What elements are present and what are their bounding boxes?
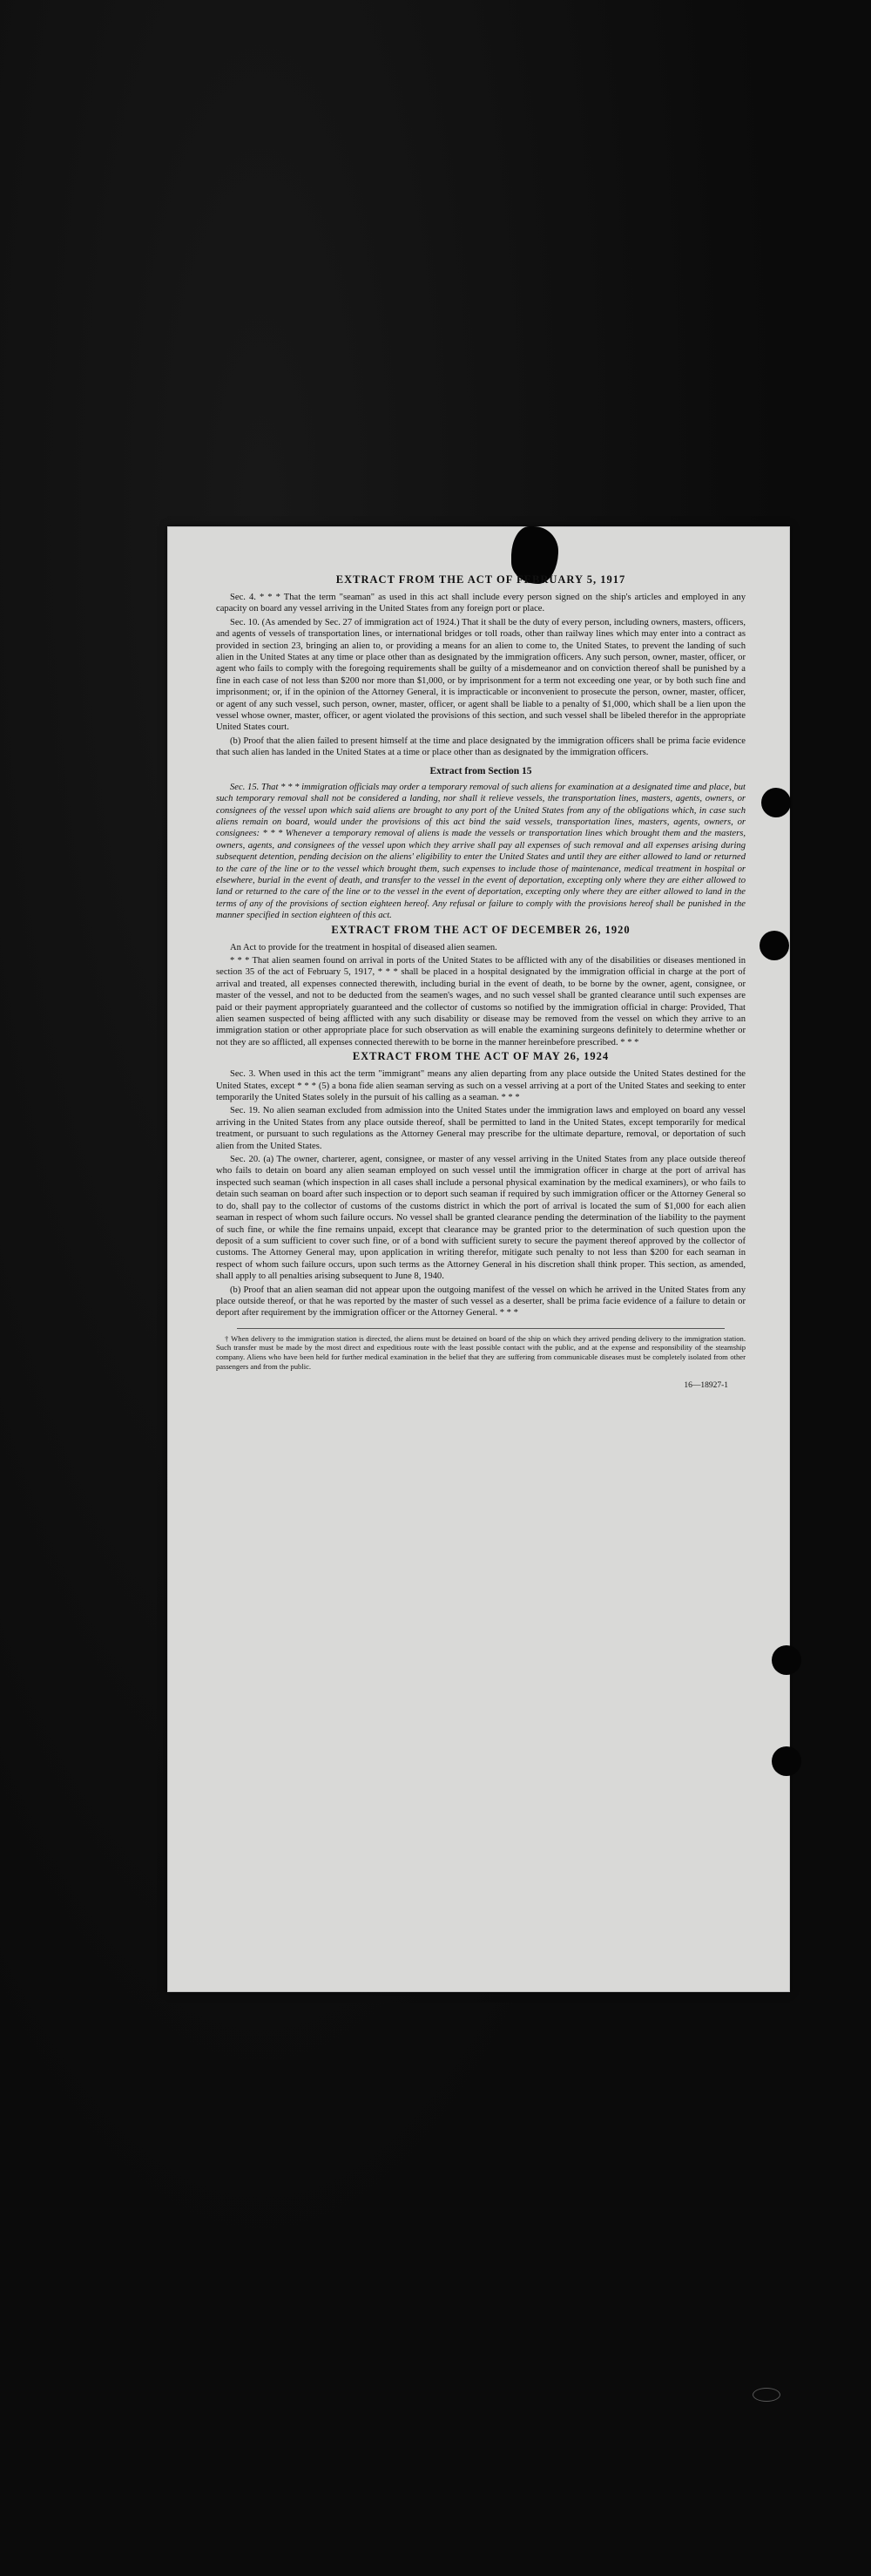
para-1917-sec10: Sec. 10. (As amended by Sec. 27 of immigration act of 1924.) That it shall be the duty of every person, including owners, masters, officers, and agents of vessels of transportation lines, or international bridges or toll roads, other than railway lines which may enter into a contract as provided in section 23, bringing an alien to, or providing a means for an alien to come to, the United States, to prevent the landing of such alien in the United States at any time or place other than as designated by the immigration officers. Any such person, owner, master, officer, or agent who fails to comply with the foregoing requirements shall be guilty of a misdemeanor and on conviction thereof shall be punished by a fine in each case of not less than $200 nor more than $1,000, or by imprisonment for a term not exceeding one year, or by both such fine and imprisonment; or, if in the opinion of the Attorney General, it is impracticable or inconvenient to prosecute the person, owner, master, officer, or agent of any such vessel, such person, owner, master, officer, or agent shall be liable to a penalty of $1,000, which shall be a lien upon the vessel whose owner, master, officer, or agent violated the provisions of this section, and such vessel shall be libeled therefor in the appropriate United States court.	[216, 617, 746, 733]
heading-1917: EXTRACT FROM THE ACT OF FEBRUARY 5, 1917	[335, 573, 626, 586]
punch-hole-2	[760, 931, 789, 960]
para-1917-sec15: Sec. 15. That * * * immigration officials may order a temporary removal of such aliens for examination at a designated time and place, but such temporary removal shall not be considered a landing, nor shall it relieve vessels, the transportation lines, masters, agents, owners, or consignees of the vessel upon which said aliens are brought to any port of the United States from any of the obligations which, in case such aliens remain on board, would under the provisions of this act bind the said vessels, transportation lines, masters, agents, owners, or consignees: * * * Whenever a temporary removal of aliens is made the vessels or transportation lines which brought them and the masters, owners, agents, and consignees of the vessel upon which they arrive shall pay all expenses of such removal and all expenses arising during subsequent detention, pending decision on the aliens' eligibility to enter the United States and until they are either allowed to land or returned to the care of the line or to the vessel which brought them, such expenses to include those of maintenance, medical treatment in hospital or elsewhere, burial in the event of death, and transfer to the vessel in the event of deportation, excepting only where they are either allowed to land or returned to the care of the line or to the vessel in the event of deportation, excepting only where they are either allowed to land in the terms of any of the provisions of section eighteen hereof. Any refusal or failure to comply with the provisions hereof shall be punished in the manner specified in section eighteen of this act.	[216, 782, 746, 921]
punch-hole-4	[772, 1746, 801, 1776]
heading-1920: EXTRACT FROM THE ACT OF DECEMBER 26, 1920	[331, 923, 631, 936]
document-page	[167, 526, 790, 1992]
footnote: † When delivery to the immigration station is directed, the aliens must be detained on board of the ship on which they arrived pending delivery to the immigration station. Such transfer must be made by the most direct and expeditious route with the least possible contact with the public, and at the expense and responsibility of the steamship company. Aliens who have been held for further medical examination in the belief that they are suffering from communicable diseases must be completely isolated from other passengers and from the public.	[216, 1333, 746, 1371]
para-1917-sec10b: (b) Proof that the alien failed to present himself at the time and place designated by the immigration officers shall be prima facie evidence that such alien has landed in the United States at a time or place other than as designated by the immigration officers.	[216, 736, 746, 758]
para-1917-sec4: Sec. 4. * * * That the term "seaman" as used in this act shall include every person signed on the ship's articles and employed in any capacity on board any vessel arriving in the United States from any foreign port or place.	[216, 593, 746, 614]
scan-artifact-mark	[753, 2388, 780, 2402]
subheading-section-15: Extract from Section 15	[429, 765, 532, 776]
para-1920-title: An Act to provide for the treatment in hospital of diseased alien seamen.	[230, 942, 497, 952]
page-content	[216, 573, 746, 1390]
para-1924-sec20a: Sec. 20. (a) The owner, charterer, agent, consignee, or master of any vessel arriving in the United States from any place outside thereof who fails to detain on board any alien seaman employed on such vessel until the immigration officer in charge at the port of arrival has inspected such seaman (which inspection in all cases shall include a personal physical examination by the medical examiners), or who fails to detain such seaman on board after such inspection or to deport such seaman if required by such immigration officer or the Attorney General so to do, shall pay to the collector of customs of the customs district in which the port of arrival is located the sum of $1,000 for each alien seaman in respect of whom such failure occurs. No vessel shall be granted clearance pending the determination of the liability to the payment of such fine, or while the fine remains unpaid, except that clearance may be granted prior to the determination of such question upon the deposit of a sum sufficient to cover such fine, or of a bond with sufficient surety to secure the payment thereof approved by the collector of customs. The Attorney General may, upon application in writing therefor, mitigate such penalty to not less than $200 for each seaman in respect of whom such failure occurs, upon such terms as the Attorney General in his discretion shall think proper. This section, as amended, shall apply to all penalties arising subsequent to June 8, 1940.	[216, 1155, 746, 1282]
para-1924-sec20b: (b) Proof that an alien seaman did not appear upon the outgoing manifest of the vessel on which he arrived in the United States from any place outside thereof, or that he was reported by the master of such vessel as a deserter, shall be prima facie evidence of a failure to detain or deport after requirement by the immigration officer or the Attorney General. * * *	[216, 1285, 746, 1319]
heading-1924: EXTRACT FROM THE ACT OF MAY 26, 1924	[352, 1050, 610, 1063]
footnote-divider	[237, 1328, 725, 1329]
form-number: 16—18927-1	[684, 1381, 728, 1391]
para-1920-body: * * * That alien seamen found on arrival in ports of the United States to be afflicted with any of the disabilities or diseases mentioned in section 35 of the act of February 5, 1917, * * * shall be placed in a hospital designated by the immigration official in charge at the port of arrival and treated, all expenses connected therewith, including burial in the event of death, to be borne by the owner, agent, consignee, or master of the vessel, and not to be deducted from the seamen's wages, and no such vessel shall be granted clearance until such expenses are paid or their payment appropriately guaranteed and the collector of customs so notified by the immigration official in charge: Provided, That alien seamen suspected of being afflicted with any such disability or disease may be removed from the vessel on which they arrive to an immigration station or other appropriate place for such observation as will enable the examining surgeons definitely to determine whether or not they are so afflicted, all expenses connected therewith to be borne in the manner hereinbefore prescribed. * * *	[216, 955, 746, 1047]
punch-hole-1	[761, 788, 791, 817]
punch-hole-3	[772, 1645, 801, 1675]
para-1924-sec19: Sec. 19. No alien seaman excluded from admission into the United States under the immigration laws and employed on board any vessel arriving in the United States from any place outside thereof, shall be permitted to land in the United States, except temporarily for medical treatment, or pursuant to such regulations as the Attorney General may prescribe for the ultimate departure, removal, or deportation of such alien from the United States.	[216, 1106, 746, 1151]
para-1924-sec3: Sec. 3. When used in this act the term "immigrant" means any alien departing from any place outside the United States destined for the United States, except * * * (5) a bona fide alien seaman serving as such on a vessel arriving at a port of the United States and seeking to enter temporarily the United States solely in the pursuit of his calling as a seaman. * * *	[216, 1069, 746, 1103]
